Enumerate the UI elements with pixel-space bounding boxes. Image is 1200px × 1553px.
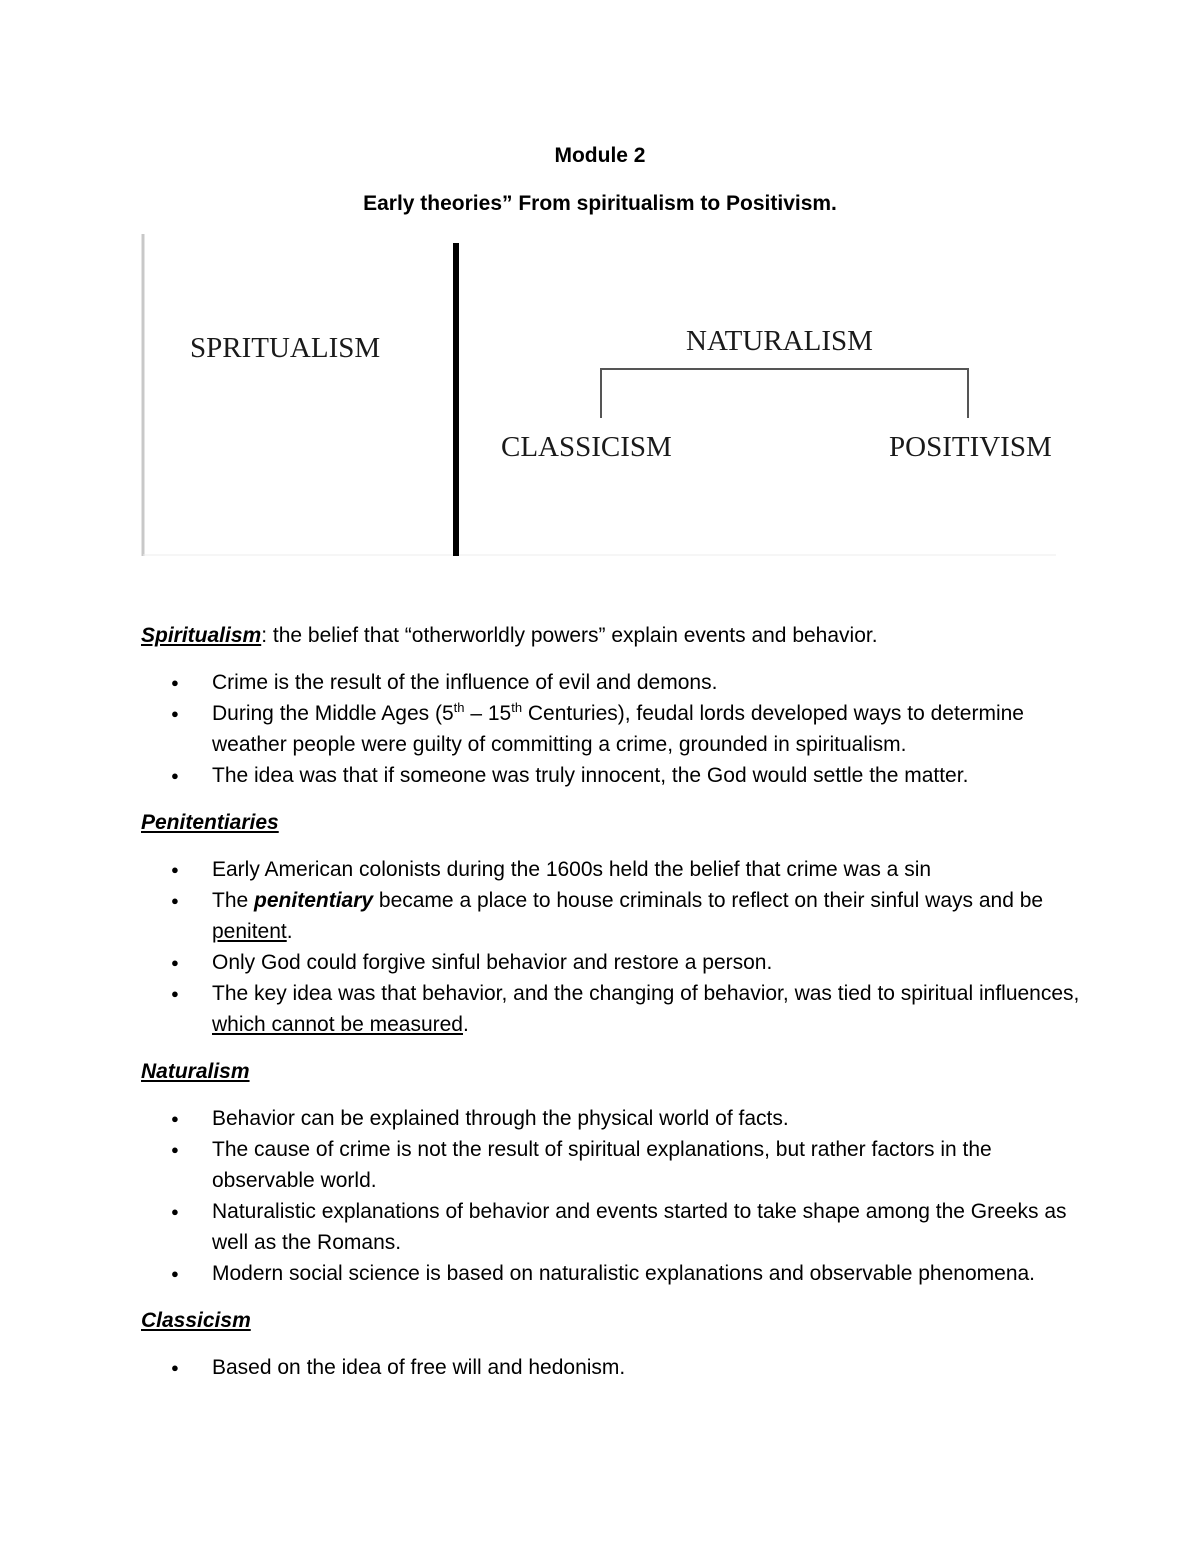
section-classicism bbox=[141, 1305, 1081, 1383]
section-naturalism bbox=[141, 1056, 1081, 1289]
page-title: Module 2 bbox=[554, 144, 646, 167]
classicism-list bbox=[141, 1352, 1081, 1383]
list-item: ● The key idea was that behavior, and the changing of behavior, was tied to spiritual influences, which cannot be measured. bbox=[141, 978, 1081, 1040]
spiritualism-definition: : the belief that “otherworldly powers” explain events and behavior. bbox=[261, 624, 878, 647]
list-item: ● Naturalistic explanations of behavior and events started to take shape among the Greeks as well as the Romans. bbox=[141, 1196, 1081, 1258]
spiritualism-definition-line bbox=[141, 620, 1081, 651]
list-item: ● The penitentiary became a place to house criminals to reflect on their sinful ways and be penitent. bbox=[141, 885, 1081, 947]
diagram-label-classicism: CLASSICISM bbox=[501, 431, 672, 463]
page-subtitle: Early theories” From spiritualism to Positivism. bbox=[363, 192, 837, 215]
list-item: ● The cause of crime is not the result of spiritual explanations, but rather factors in the observable world. bbox=[141, 1134, 1081, 1196]
list-item: ● Behavior can be explained through the physical world of facts. bbox=[141, 1103, 1081, 1134]
list-item: ● Crime is the result of the influence of evil and demons. bbox=[141, 667, 1081, 698]
diagram-label-spiritualism: SPRITUALISM bbox=[190, 332, 381, 364]
spiritualism-list bbox=[141, 667, 1081, 791]
diagram-label-positivism: POSITIVISM bbox=[889, 431, 1052, 463]
diagram-bracket bbox=[601, 369, 968, 418]
section-penitentiaries bbox=[141, 807, 1081, 1040]
list-item: ● Based on the idea of free will and hedonism. bbox=[141, 1352, 1081, 1383]
penitentiaries-list bbox=[141, 854, 1081, 1040]
list-item: ● The idea was that if someone was truly innocent, the God would settle the matter. bbox=[141, 760, 1081, 791]
heading-penitentiaries: Penitentiaries bbox=[141, 811, 279, 834]
heading-classicism: Classicism bbox=[141, 1309, 251, 1332]
naturalism-list bbox=[141, 1103, 1081, 1289]
list-item: ● Only God could forgive sinful behavior and restore a person. bbox=[141, 947, 1081, 978]
heading-naturalism: Naturalism bbox=[141, 1060, 250, 1083]
section-spiritualism bbox=[141, 620, 1081, 791]
diagram-label-naturalism: NATURALISM bbox=[686, 325, 873, 357]
list-item: ● Early American colonists during the 1600s held the belief that crime was a sin bbox=[141, 854, 1081, 885]
list-item: ● During the Middle Ages (5th – 15th Centuries), feudal lords developed ways to determine weather people were guilty of committing a crime, grounded in spiritualism. bbox=[141, 698, 1081, 760]
list-item: ● Modern social science is based on naturalistic explanations and observable phenomena. bbox=[141, 1258, 1081, 1289]
heading-spiritualism: Spiritualism bbox=[141, 624, 262, 647]
theory-diagram bbox=[0, 0, 1200, 600]
